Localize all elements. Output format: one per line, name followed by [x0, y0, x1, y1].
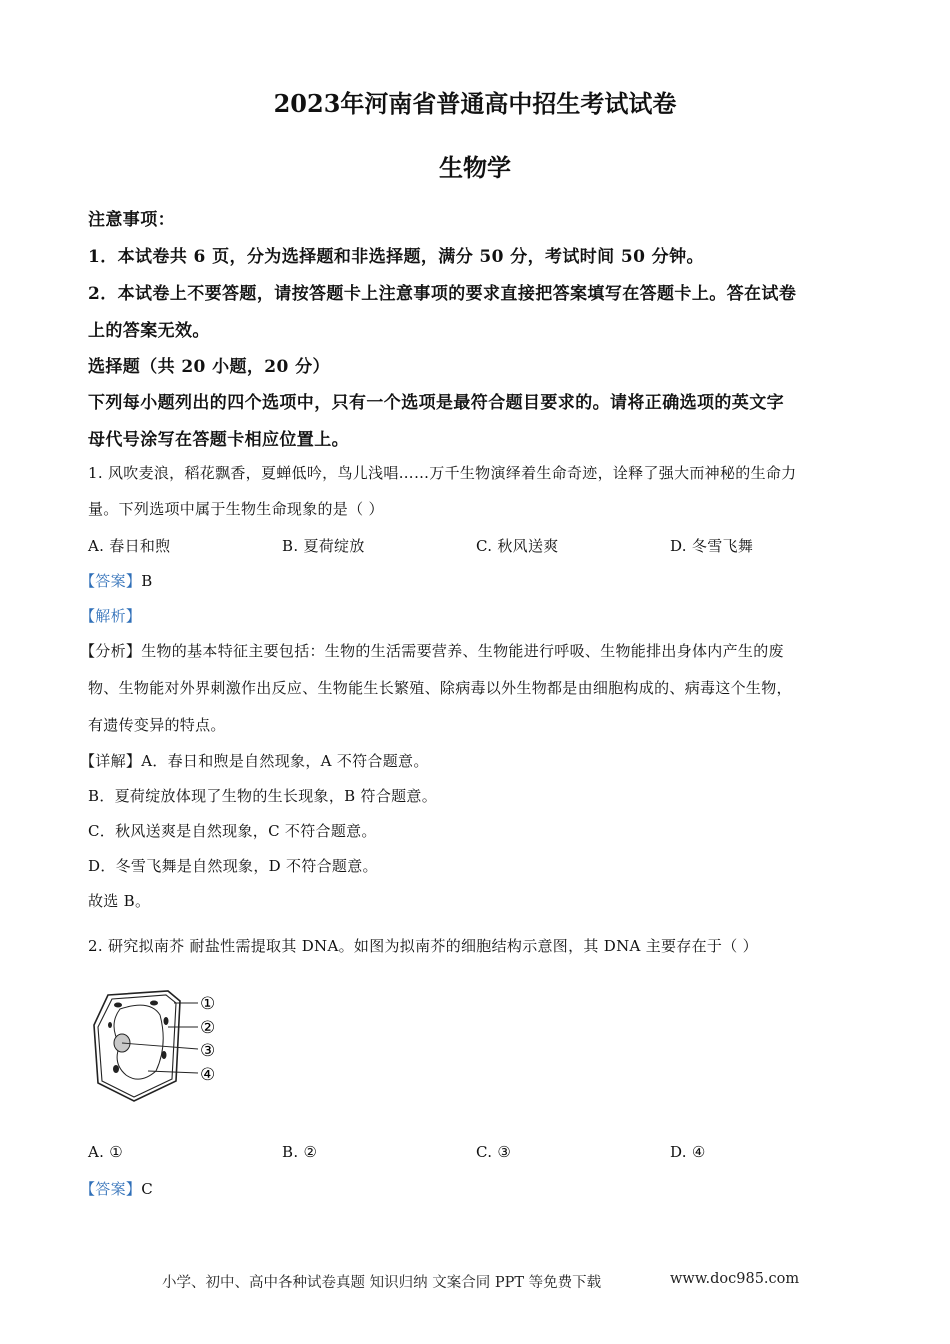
answer-tag: 【答案】	[80, 572, 142, 590]
answer-tag: 【答案】	[80, 1180, 142, 1198]
q1-answer	[80, 570, 153, 591]
q1-fenxi-line3: 有遗传变异的特点。	[88, 716, 226, 734]
q2-option-d: D. ④	[670, 1143, 706, 1161]
detail-a-text: A．春日和煦是自然现象，A 不符合题意。	[141, 752, 429, 770]
notice-item-1: 1．本试卷共 6 页，分为选择题和非选择题，满分 50 分，考试时间 50 分钟。	[88, 247, 704, 267]
answer-value: C	[141, 1180, 153, 1198]
q2-option-c: C. ③	[476, 1143, 512, 1161]
label-2: ②	[200, 1018, 216, 1038]
label-3: ③	[200, 1041, 216, 1061]
q1-stem-line1: 1. 风吹麦浪，稻花飘香，夏蝉低吟，鸟儿浅唱……万千生物演绎着生命奇迹，诠释了强大而神秘的生命力	[88, 464, 797, 482]
fenxi-tag: 【分析】	[80, 642, 142, 660]
notice-item-2-line1: 2．本试卷上不要答题，请按答题卡上注意事项的要求直接把答案填写在答题卡上。答在试卷	[88, 284, 797, 304]
chloroplast	[113, 1065, 119, 1073]
section-instruction-line2: 母代号涂写在答题卡相应位置上。	[88, 430, 349, 450]
chloroplast	[162, 1051, 167, 1059]
q1-option-c: C. 秋风送爽	[476, 537, 559, 555]
exam-title: 2023年河南省普通高中招生考试试卷	[273, 89, 677, 118]
chloroplast	[108, 1022, 112, 1028]
q1-fenxi-line1	[80, 640, 784, 661]
notice-heading: 注意事项：	[88, 210, 175, 230]
chloroplast	[114, 1003, 122, 1008]
q1-option-a: A. 春日和煦	[88, 537, 171, 555]
chloroplast	[150, 1001, 158, 1006]
q2-answer	[80, 1178, 153, 1199]
label-4: ④	[200, 1065, 216, 1085]
detail-tag: 【详解】	[80, 752, 142, 770]
q1-conclusion: 故选 B。	[88, 892, 151, 910]
q2-option-b: B. ②	[282, 1143, 318, 1161]
footer-text: 小学、初中、高中各种试卷真题 知识归纳 文案合同 PPT 等免费下载	[162, 1275, 602, 1291]
q1-detail-b: B．夏荷绽放体现了生物的生长现象，B 符合题意。	[88, 787, 438, 805]
cell-wall-outer	[94, 991, 180, 1101]
q2-stem: 2. 研究拟南芥 耐盐性需提取其 DNA。如图为拟南芥的细胞结构示意图，其 DNA 主要存在于（ ）	[88, 937, 758, 955]
chloroplast	[164, 1017, 169, 1025]
q1-detail-d: D．冬雪飞舞是自然现象，D 不符合题意。	[88, 857, 378, 875]
q1-fenxi-line2: 物、生物能对外界刺激作出反应、生物能生长繁殖、除病毒以外生物都是由细胞构成的、病毒这个生物，	[88, 679, 792, 697]
section-heading: 选择题（共 20 小题，20 分）	[88, 357, 330, 377]
subject-title: 生物学	[439, 153, 511, 182]
q1-option-b: B. 夏荷绽放	[282, 537, 365, 555]
section-instruction-line1: 下列每小题列出的四个选项中，只有一个选项是最符合题目要求的。请将正确选项的英文字	[88, 393, 784, 413]
q1-stem-line2: 量。下列选项中属于生物生命现象的是（ ）	[88, 500, 384, 518]
plant-cell-diagram	[90, 985, 230, 1105]
q1-detail-c: C．秋风送爽是自然现象，C 不符合题意。	[88, 822, 377, 840]
q1-analysis-tag: 【解析】	[80, 607, 142, 625]
q2-option-a: A. ①	[88, 1143, 124, 1161]
label-1: ①	[200, 994, 216, 1014]
footer-url[interactable]: www.doc985.com	[670, 1271, 800, 1287]
answer-value: B	[141, 572, 153, 590]
fenxi-text: 生物的基本特征主要包括：生物的生活需要营养、生物能进行呼吸、生物能排出身体内产生的废	[141, 642, 784, 660]
notice-item-2-line2: 上的答案无效。	[88, 321, 210, 341]
q1-detail-a	[80, 750, 429, 771]
q1-option-d: D. 冬雪飞舞	[670, 537, 754, 555]
